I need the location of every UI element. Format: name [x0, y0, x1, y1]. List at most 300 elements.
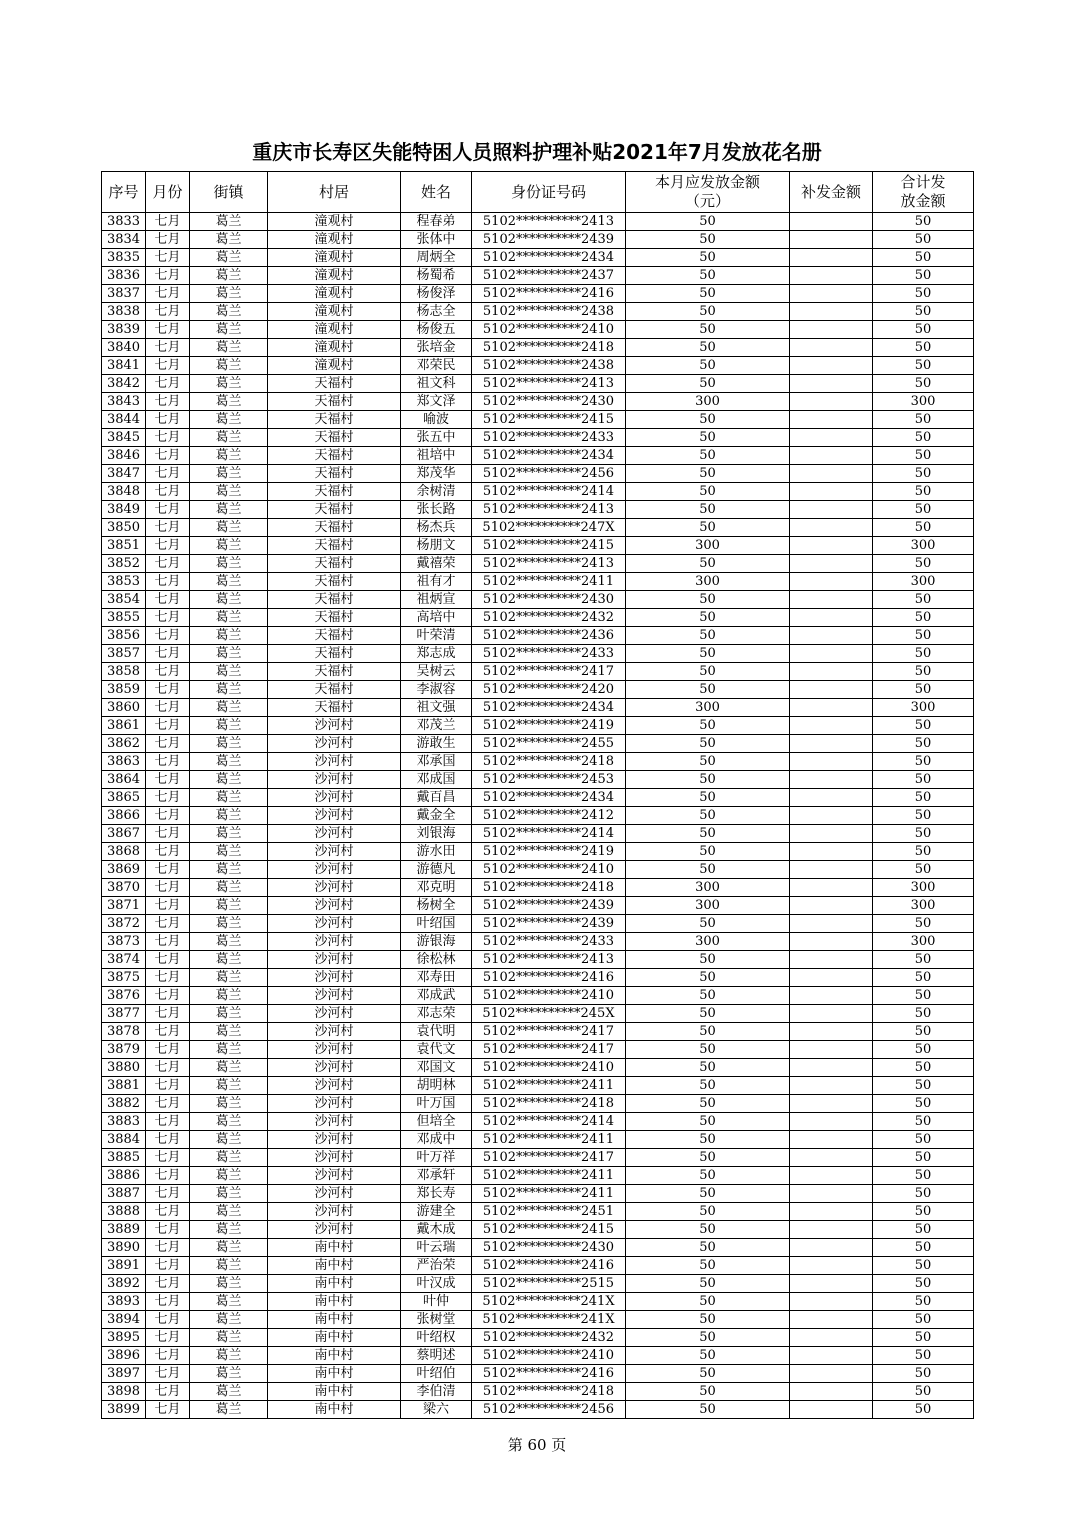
table-row — [102, 735, 974, 753]
cell-village: 沙河村 — [268, 789, 401, 807]
cell-town: 葛兰 — [190, 681, 268, 699]
cell-back-pay — [790, 501, 873, 519]
cell-due-amount: 50 — [626, 861, 790, 879]
cell-name: 袁代文 — [401, 1041, 472, 1059]
cell-name: 叶绍权 — [401, 1329, 472, 1347]
cell-name: 杨俊泽 — [401, 285, 472, 303]
cell-village: 天福村 — [268, 375, 401, 393]
table-row — [102, 393, 974, 411]
cell-village: 潼观村 — [268, 321, 401, 339]
cell-due-amount: 50 — [626, 591, 790, 609]
cell-month: 七月 — [146, 933, 190, 951]
column-header-back-pay: 补发金额 — [790, 172, 873, 213]
cell-id-number: 5102**********245X — [472, 1005, 626, 1023]
cell-due-amount: 50 — [626, 249, 790, 267]
cell-total: 50 — [873, 609, 974, 627]
cell-town: 葛兰 — [190, 771, 268, 789]
cell-id-number: 5102**********2455 — [472, 735, 626, 753]
cell-index: 3844 — [102, 411, 146, 429]
cell-village: 天福村 — [268, 465, 401, 483]
cell-town: 葛兰 — [190, 1005, 268, 1023]
cell-total: 50 — [873, 1221, 974, 1239]
cell-index: 3838 — [102, 303, 146, 321]
cell-due-amount: 50 — [626, 519, 790, 537]
cell-village: 沙河村 — [268, 1023, 401, 1041]
cell-name: 刘银海 — [401, 825, 472, 843]
cell-total: 50 — [873, 735, 974, 753]
cell-id-number: 5102**********2439 — [472, 897, 626, 915]
cell-id-number: 5102**********2417 — [472, 1023, 626, 1041]
table-row — [102, 1041, 974, 1059]
cell-village: 天福村 — [268, 573, 401, 591]
cell-back-pay — [790, 249, 873, 267]
table-row — [102, 249, 974, 267]
table-row — [102, 285, 974, 303]
cell-month: 七月 — [146, 807, 190, 825]
cell-back-pay — [790, 555, 873, 573]
cell-due-amount: 50 — [626, 951, 790, 969]
cell-village: 沙河村 — [268, 1149, 401, 1167]
cell-back-pay — [790, 771, 873, 789]
cell-month: 七月 — [146, 375, 190, 393]
table-row — [102, 1203, 974, 1221]
cell-back-pay — [790, 681, 873, 699]
cell-name: 李伯清 — [401, 1383, 472, 1401]
cell-total: 50 — [873, 627, 974, 645]
cell-back-pay — [790, 1221, 873, 1239]
cell-month: 七月 — [146, 1311, 190, 1329]
table-row — [102, 1275, 974, 1293]
cell-due-amount: 50 — [626, 789, 790, 807]
cell-town: 葛兰 — [190, 699, 268, 717]
cell-back-pay — [790, 1311, 873, 1329]
cell-id-number: 5102**********2411 — [472, 1167, 626, 1185]
cell-town: 葛兰 — [190, 555, 268, 573]
table-row — [102, 1257, 974, 1275]
cell-id-number: 5102**********2430 — [472, 591, 626, 609]
cell-index: 3883 — [102, 1113, 146, 1131]
cell-total: 50 — [873, 771, 974, 789]
cell-month: 七月 — [146, 573, 190, 591]
cell-id-number: 5102**********2417 — [472, 1149, 626, 1167]
cell-month: 七月 — [146, 357, 190, 375]
cell-name: 郑文泽 — [401, 393, 472, 411]
cell-name: 杨树全 — [401, 897, 472, 915]
cell-name: 邓承轩 — [401, 1167, 472, 1185]
cell-month: 七月 — [146, 609, 190, 627]
cell-name: 喻波 — [401, 411, 472, 429]
cell-month: 七月 — [146, 483, 190, 501]
cell-id-number: 5102**********2418 — [472, 753, 626, 771]
cell-total: 50 — [873, 843, 974, 861]
cell-name: 戴金全 — [401, 807, 472, 825]
table-row — [102, 1023, 974, 1041]
cell-id-number: 5102**********2432 — [472, 609, 626, 627]
table-row — [102, 933, 974, 951]
cell-due-amount: 50 — [626, 1221, 790, 1239]
cell-due-amount: 50 — [626, 771, 790, 789]
table-row — [102, 267, 974, 285]
cell-month: 七月 — [146, 663, 190, 681]
cell-village: 潼观村 — [268, 339, 401, 357]
table-row — [102, 1221, 974, 1239]
cell-due-amount: 300 — [626, 879, 790, 897]
table-row — [102, 807, 974, 825]
cell-town: 葛兰 — [190, 753, 268, 771]
cell-village: 天福村 — [268, 429, 401, 447]
cell-month: 七月 — [146, 1401, 190, 1419]
cell-name: 游德凡 — [401, 861, 472, 879]
column-header-town: 街镇 — [190, 172, 268, 213]
cell-name: 张五中 — [401, 429, 472, 447]
cell-month: 七月 — [146, 879, 190, 897]
cell-month: 七月 — [146, 627, 190, 645]
cell-due-amount: 300 — [626, 537, 790, 555]
cell-town: 葛兰 — [190, 1293, 268, 1311]
cell-town: 葛兰 — [190, 1185, 268, 1203]
cell-index: 3898 — [102, 1383, 146, 1401]
cell-index: 3859 — [102, 681, 146, 699]
cell-due-amount: 50 — [626, 1347, 790, 1365]
table-row — [102, 1113, 974, 1131]
cell-total: 50 — [873, 1005, 974, 1023]
table-row — [102, 753, 974, 771]
cell-id-number: 5102**********2416 — [472, 1257, 626, 1275]
cell-due-amount: 50 — [626, 1239, 790, 1257]
cell-index: 3876 — [102, 987, 146, 1005]
cell-back-pay — [790, 753, 873, 771]
table-row — [102, 1365, 974, 1383]
cell-month: 七月 — [146, 213, 190, 231]
cell-town: 葛兰 — [190, 483, 268, 501]
cell-town: 葛兰 — [190, 519, 268, 537]
cell-index: 3865 — [102, 789, 146, 807]
cell-village: 南中村 — [268, 1329, 401, 1347]
cell-total: 50 — [873, 681, 974, 699]
cell-village: 南中村 — [268, 1383, 401, 1401]
cell-total: 50 — [873, 1131, 974, 1149]
cell-index: 3834 — [102, 231, 146, 249]
cell-village: 天福村 — [268, 681, 401, 699]
cell-back-pay — [790, 339, 873, 357]
cell-index: 3884 — [102, 1131, 146, 1149]
cell-due-amount: 50 — [626, 627, 790, 645]
cell-id-number: 5102**********2413 — [472, 951, 626, 969]
cell-index: 3897 — [102, 1365, 146, 1383]
cell-village: 沙河村 — [268, 1059, 401, 1077]
cell-index: 3850 — [102, 519, 146, 537]
table-row — [102, 771, 974, 789]
cell-index: 3852 — [102, 555, 146, 573]
table-row — [102, 1383, 974, 1401]
cell-month: 七月 — [146, 951, 190, 969]
table-row — [102, 465, 974, 483]
cell-name: 徐松林 — [401, 951, 472, 969]
cell-town: 葛兰 — [190, 285, 268, 303]
roster-table — [101, 171, 974, 1419]
cell-due-amount: 50 — [626, 555, 790, 573]
cell-total: 50 — [873, 591, 974, 609]
cell-index: 3854 — [102, 591, 146, 609]
cell-back-pay — [790, 663, 873, 681]
table-row — [102, 537, 974, 555]
cell-town: 葛兰 — [190, 1275, 268, 1293]
cell-village: 天福村 — [268, 519, 401, 537]
cell-town: 葛兰 — [190, 825, 268, 843]
cell-month: 七月 — [146, 1149, 190, 1167]
cell-due-amount: 50 — [626, 1059, 790, 1077]
cell-town: 葛兰 — [190, 213, 268, 231]
cell-village: 潼观村 — [268, 213, 401, 231]
cell-total: 300 — [873, 897, 974, 915]
cell-total: 50 — [873, 969, 974, 987]
table-row — [102, 987, 974, 1005]
cell-id-number: 5102**********2432 — [472, 1329, 626, 1347]
cell-id-number: 5102**********2439 — [472, 915, 626, 933]
cell-total: 50 — [873, 411, 974, 429]
table-row — [102, 969, 974, 987]
cell-name: 张长路 — [401, 501, 472, 519]
cell-total: 300 — [873, 879, 974, 897]
cell-name: 邓成武 — [401, 987, 472, 1005]
cell-village: 潼观村 — [268, 357, 401, 375]
cell-back-pay — [790, 861, 873, 879]
cell-due-amount: 50 — [626, 1365, 790, 1383]
cell-due-amount: 50 — [626, 339, 790, 357]
cell-id-number: 5102**********2418 — [472, 1095, 626, 1113]
table-row — [102, 1149, 974, 1167]
cell-id-number: 5102**********2434 — [472, 789, 626, 807]
cell-due-amount: 50 — [626, 1401, 790, 1419]
cell-index: 3889 — [102, 1221, 146, 1239]
cell-name: 胡明林 — [401, 1077, 472, 1095]
cell-month: 七月 — [146, 915, 190, 933]
cell-back-pay — [790, 1095, 873, 1113]
cell-town: 葛兰 — [190, 717, 268, 735]
cell-id-number: 5102**********2433 — [472, 645, 626, 663]
cell-index: 3895 — [102, 1329, 146, 1347]
cell-id-number: 5102**********2413 — [472, 213, 626, 231]
cell-index: 3860 — [102, 699, 146, 717]
cell-name: 邓成中 — [401, 1131, 472, 1149]
cell-town: 葛兰 — [190, 789, 268, 807]
cell-back-pay — [790, 1185, 873, 1203]
cell-town: 葛兰 — [190, 465, 268, 483]
cell-village: 沙河村 — [268, 807, 401, 825]
cell-back-pay — [790, 1005, 873, 1023]
cell-village: 沙河村 — [268, 1221, 401, 1239]
cell-due-amount: 50 — [626, 1023, 790, 1041]
cell-due-amount: 50 — [626, 1149, 790, 1167]
cell-name: 郑茂华 — [401, 465, 472, 483]
cell-due-amount: 50 — [626, 285, 790, 303]
cell-total: 50 — [873, 1149, 974, 1167]
cell-name: 邓寿田 — [401, 969, 472, 987]
cell-index: 3888 — [102, 1203, 146, 1221]
table-row — [102, 663, 974, 681]
cell-back-pay — [790, 1347, 873, 1365]
cell-total: 300 — [873, 393, 974, 411]
cell-back-pay — [790, 537, 873, 555]
cell-back-pay — [790, 1401, 873, 1419]
cell-id-number: 5102**********241X — [472, 1293, 626, 1311]
cell-town: 葛兰 — [190, 1257, 268, 1275]
cell-town: 葛兰 — [190, 1401, 268, 1419]
cell-town: 葛兰 — [190, 1365, 268, 1383]
cell-town: 葛兰 — [190, 1347, 268, 1365]
cell-month: 七月 — [146, 1185, 190, 1203]
cell-name: 祖培中 — [401, 447, 472, 465]
cell-id-number: 5102**********2412 — [472, 807, 626, 825]
cell-name: 叶万祥 — [401, 1149, 472, 1167]
cell-back-pay — [790, 213, 873, 231]
cell-name: 邓成国 — [401, 771, 472, 789]
cell-village: 沙河村 — [268, 1005, 401, 1023]
cell-back-pay — [790, 807, 873, 825]
cell-name: 郑志成 — [401, 645, 472, 663]
cell-month: 七月 — [146, 321, 190, 339]
cell-total: 50 — [873, 1275, 974, 1293]
cell-month: 七月 — [146, 591, 190, 609]
cell-back-pay — [790, 717, 873, 735]
cell-due-amount: 50 — [626, 825, 790, 843]
cell-total: 50 — [873, 213, 974, 231]
cell-month: 七月 — [146, 339, 190, 357]
cell-town: 葛兰 — [190, 861, 268, 879]
cell-total: 50 — [873, 429, 974, 447]
cell-name: 叶汉成 — [401, 1275, 472, 1293]
cell-total: 50 — [873, 951, 974, 969]
cell-id-number: 5102**********2411 — [472, 1077, 626, 1095]
cell-due-amount: 50 — [626, 915, 790, 933]
cell-total: 50 — [873, 1383, 974, 1401]
cell-name: 严治荣 — [401, 1257, 472, 1275]
cell-village: 沙河村 — [268, 1095, 401, 1113]
cell-month: 七月 — [146, 753, 190, 771]
cell-back-pay — [790, 1275, 873, 1293]
cell-due-amount: 50 — [626, 411, 790, 429]
cell-town: 葛兰 — [190, 609, 268, 627]
cell-index: 3836 — [102, 267, 146, 285]
cell-village: 沙河村 — [268, 771, 401, 789]
cell-total: 50 — [873, 375, 974, 393]
cell-index: 3833 — [102, 213, 146, 231]
cell-total: 50 — [873, 753, 974, 771]
cell-village: 天福村 — [268, 483, 401, 501]
cell-month: 七月 — [146, 1329, 190, 1347]
cell-name: 叶绍国 — [401, 915, 472, 933]
cell-index: 3869 — [102, 861, 146, 879]
cell-due-amount: 50 — [626, 681, 790, 699]
cell-back-pay — [790, 1329, 873, 1347]
cell-name: 吴树云 — [401, 663, 472, 681]
cell-total: 50 — [873, 249, 974, 267]
cell-back-pay — [790, 1203, 873, 1221]
cell-total: 50 — [873, 483, 974, 501]
cell-total: 300 — [873, 537, 974, 555]
cell-month: 七月 — [146, 987, 190, 1005]
table-row — [102, 1329, 974, 1347]
cell-month: 七月 — [146, 411, 190, 429]
cell-name: 邓茂兰 — [401, 717, 472, 735]
table-row — [102, 591, 974, 609]
cell-due-amount: 50 — [626, 1041, 790, 1059]
cell-name: 梁六 — [401, 1401, 472, 1419]
cell-name: 戴木成 — [401, 1221, 472, 1239]
cell-id-number: 5102**********2414 — [472, 825, 626, 843]
table-row — [102, 789, 974, 807]
cell-index: 3840 — [102, 339, 146, 357]
cell-month: 七月 — [146, 735, 190, 753]
cell-index: 3861 — [102, 717, 146, 735]
table-row — [102, 1077, 974, 1095]
cell-month: 七月 — [146, 519, 190, 537]
cell-name: 叶绍伯 — [401, 1365, 472, 1383]
cell-month: 七月 — [146, 1347, 190, 1365]
cell-due-amount: 50 — [626, 735, 790, 753]
cell-total: 50 — [873, 1311, 974, 1329]
cell-total: 50 — [873, 501, 974, 519]
table-row — [102, 357, 974, 375]
cell-village: 沙河村 — [268, 969, 401, 987]
cell-id-number: 5102**********2418 — [472, 1383, 626, 1401]
cell-id-number: 5102**********2430 — [472, 1239, 626, 1257]
cell-town: 葛兰 — [190, 447, 268, 465]
cell-due-amount: 50 — [626, 969, 790, 987]
cell-due-amount: 50 — [626, 1329, 790, 1347]
cell-total: 300 — [873, 933, 974, 951]
table-row — [102, 411, 974, 429]
cell-village: 沙河村 — [268, 843, 401, 861]
cell-month: 七月 — [146, 1113, 190, 1131]
cell-month: 七月 — [146, 285, 190, 303]
cell-total: 50 — [873, 1401, 974, 1419]
table-row — [102, 951, 974, 969]
cell-back-pay — [790, 897, 873, 915]
cell-town: 葛兰 — [190, 735, 268, 753]
cell-village: 沙河村 — [268, 861, 401, 879]
cell-back-pay — [790, 573, 873, 591]
cell-back-pay — [790, 429, 873, 447]
cell-total: 50 — [873, 357, 974, 375]
cell-month: 七月 — [146, 429, 190, 447]
cell-back-pay — [790, 393, 873, 411]
cell-id-number: 5102**********2410 — [472, 1347, 626, 1365]
cell-name: 戴禧荣 — [401, 555, 472, 573]
cell-name: 高培中 — [401, 609, 472, 627]
column-header-month: 月份 — [146, 172, 190, 213]
cell-back-pay — [790, 321, 873, 339]
cell-back-pay — [790, 699, 873, 717]
table-row — [102, 699, 974, 717]
cell-index: 3848 — [102, 483, 146, 501]
cell-index: 3839 — [102, 321, 146, 339]
cell-due-amount: 50 — [626, 465, 790, 483]
cell-total: 50 — [873, 321, 974, 339]
cell-village: 南中村 — [268, 1365, 401, 1383]
cell-back-pay — [790, 645, 873, 663]
cell-due-amount: 50 — [626, 1167, 790, 1185]
cell-index: 3896 — [102, 1347, 146, 1365]
cell-id-number: 5102**********2417 — [472, 1041, 626, 1059]
table-row — [102, 717, 974, 735]
cell-index: 3892 — [102, 1275, 146, 1293]
cell-due-amount: 50 — [626, 231, 790, 249]
cell-back-pay — [790, 789, 873, 807]
cell-total: 50 — [873, 285, 974, 303]
cell-index: 3885 — [102, 1149, 146, 1167]
cell-index: 3881 — [102, 1077, 146, 1095]
